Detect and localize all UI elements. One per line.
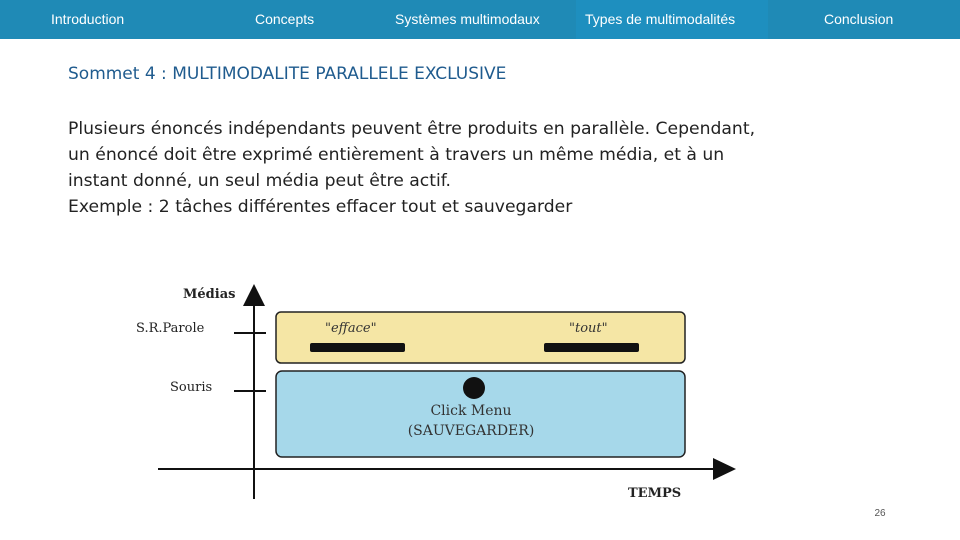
speech-utterance-efface: "efface" — [325, 321, 377, 336]
y-axis-label: Médias — [183, 287, 236, 302]
nav-tab-types-de-multimodalites[interactable]: Types de multimodalités — [576, 0, 768, 39]
x-axis-label: TEMPS — [628, 486, 682, 501]
speech-duration-bar-tout — [544, 343, 639, 352]
speech-band — [276, 312, 685, 363]
mouse-click-event-dot — [463, 377, 485, 399]
body-line: Exemple : 2 tâches différentes effacer tout et sauvegarder — [68, 197, 573, 217]
nav-tab-conclusion[interactable]: Conclusion — [824, 11, 894, 27]
slide-title: Sommet 4 : MULTIMODALITE PARALLELE EXCLUSIVE — [68, 64, 507, 84]
mouse-action-line: (SAUVEGARDER) — [407, 423, 535, 439]
body-line: Plusieurs énoncés indépendants peuvent être produits en parallèle. Cependant, — [68, 119, 756, 139]
speech-row-label: S.R.Parole — [136, 321, 205, 336]
nav-tab-introduction[interactable]: Introduction — [51, 11, 125, 27]
speech-utterance-tout: "tout" — [569, 321, 608, 336]
body-line: un énoncé doit être exprimé entièrement à travers un même média, et à un — [68, 145, 725, 165]
mouse-action-line: Click Menu — [430, 403, 512, 419]
y-axis-arrow — [243, 284, 265, 306]
nav-tab-concepts[interactable]: Concepts — [255, 11, 315, 27]
body-line: instant donné, un seul média peut être actif. — [68, 171, 451, 191]
mouse-row-label: Souris — [170, 380, 213, 395]
nav-tab-systemes-multimodaux[interactable]: Systèmes multimodaux — [395, 11, 540, 27]
x-axis-arrow — [713, 458, 736, 480]
speech-duration-bar-efface — [310, 343, 405, 352]
page-number: 26 — [874, 508, 886, 519]
